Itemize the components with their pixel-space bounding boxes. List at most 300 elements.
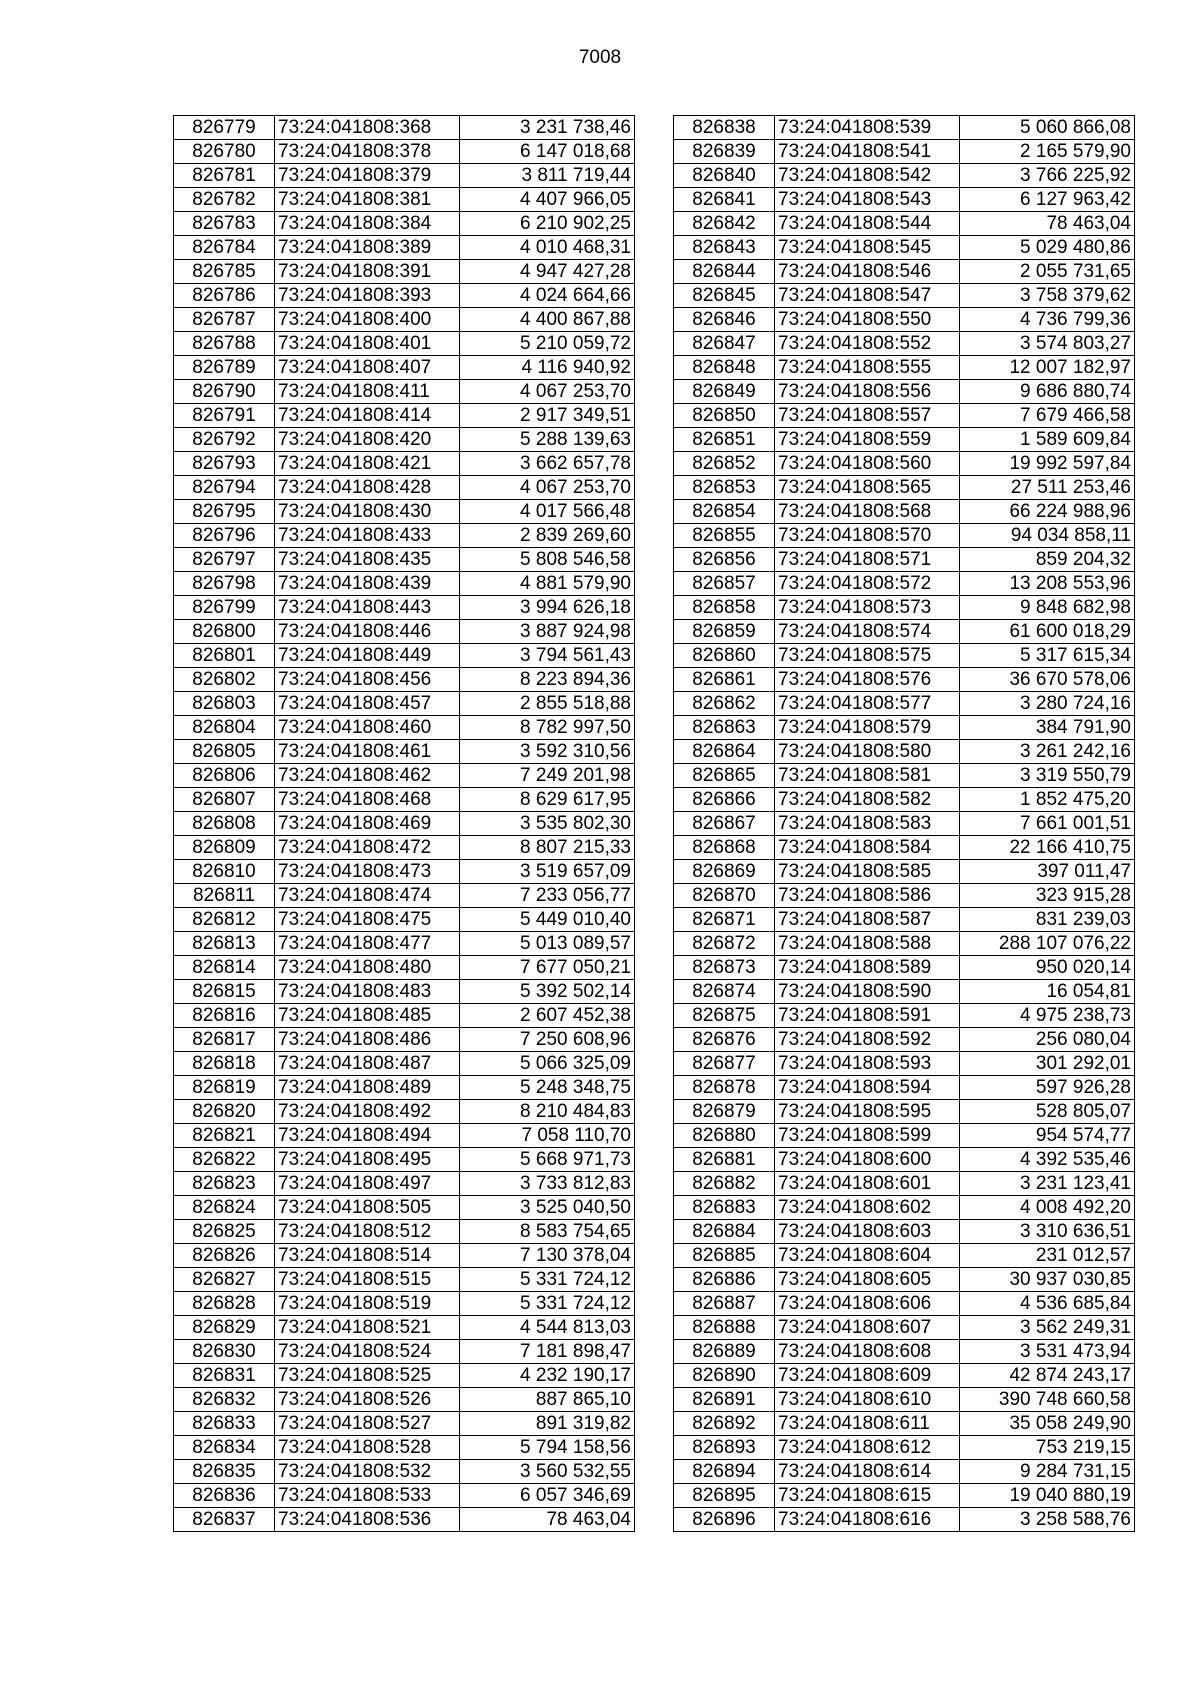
value-cell: 9 848 682,98 bbox=[960, 596, 1135, 620]
value-cell: 831 239,03 bbox=[960, 908, 1135, 932]
cadastral-number-cell: 73:24:041808:572 bbox=[775, 572, 960, 596]
value-cell: 30 937 030,85 bbox=[960, 1268, 1135, 1292]
value-cell: 7 249 201,98 bbox=[460, 764, 635, 788]
value-cell: 4 392 535,46 bbox=[960, 1148, 1135, 1172]
value-cell: 7 679 466,58 bbox=[960, 404, 1135, 428]
table-row bbox=[174, 860, 635, 884]
table-row bbox=[674, 980, 1135, 1004]
cadastral-number-cell: 73:24:041808:536 bbox=[275, 1508, 460, 1532]
value-cell: 5 331 724,12 bbox=[460, 1292, 635, 1316]
cadastral-number-cell: 73:24:041808:430 bbox=[275, 500, 460, 524]
table-row bbox=[674, 716, 1135, 740]
cadastral-number-cell: 73:24:041808:583 bbox=[775, 812, 960, 836]
row-number-cell: 826779 bbox=[174, 116, 275, 140]
row-number-cell: 826892 bbox=[674, 1412, 775, 1436]
cadastral-number-cell: 73:24:041808:528 bbox=[275, 1436, 460, 1460]
value-cell: 5 288 139,63 bbox=[460, 428, 635, 452]
value-cell: 13 208 553,96 bbox=[960, 572, 1135, 596]
value-cell: 3 231 738,46 bbox=[460, 116, 635, 140]
value-cell: 4 544 813,03 bbox=[460, 1316, 635, 1340]
value-cell: 4 407 966,05 bbox=[460, 188, 635, 212]
table-row bbox=[174, 908, 635, 932]
row-number-cell: 826821 bbox=[174, 1124, 275, 1148]
table-row bbox=[174, 1484, 635, 1508]
cadastral-number-cell: 73:24:041808:592 bbox=[775, 1028, 960, 1052]
value-cell: 5 449 010,40 bbox=[460, 908, 635, 932]
table-row bbox=[174, 1076, 635, 1100]
table-row bbox=[174, 812, 635, 836]
row-number-cell: 826802 bbox=[174, 668, 275, 692]
cadastral-number-cell: 73:24:041808:539 bbox=[775, 116, 960, 140]
table-row bbox=[174, 1052, 635, 1076]
table-row bbox=[674, 1028, 1135, 1052]
table-row bbox=[674, 164, 1135, 188]
cadastral-number-cell: 73:24:041808:550 bbox=[775, 308, 960, 332]
value-cell: 4 017 566,48 bbox=[460, 500, 635, 524]
row-number-cell: 826799 bbox=[174, 596, 275, 620]
row-number-cell: 826873 bbox=[674, 956, 775, 980]
value-cell: 7 677 050,21 bbox=[460, 956, 635, 980]
table-row bbox=[674, 1004, 1135, 1028]
value-cell: 323 915,28 bbox=[960, 884, 1135, 908]
table-row bbox=[674, 1508, 1135, 1532]
cadastral-number-cell: 73:24:041808:609 bbox=[775, 1364, 960, 1388]
row-number-cell: 826797 bbox=[174, 548, 275, 572]
table-row bbox=[674, 1220, 1135, 1244]
value-cell: 6 057 346,69 bbox=[460, 1484, 635, 1508]
table-row bbox=[174, 1316, 635, 1340]
row-number-cell: 826843 bbox=[674, 236, 775, 260]
value-cell: 390 748 660,58 bbox=[960, 1388, 1135, 1412]
cadastral-number-cell: 73:24:041808:475 bbox=[275, 908, 460, 932]
value-cell: 5 013 089,57 bbox=[460, 932, 635, 956]
table-row bbox=[174, 212, 635, 236]
table-row bbox=[174, 188, 635, 212]
table-row bbox=[174, 500, 635, 524]
row-number-cell: 826808 bbox=[174, 812, 275, 836]
table-row bbox=[674, 380, 1135, 404]
table-row bbox=[674, 1412, 1135, 1436]
row-number-cell: 826807 bbox=[174, 788, 275, 812]
row-number-cell: 826825 bbox=[174, 1220, 275, 1244]
cadastral-number-cell: 73:24:041808:575 bbox=[775, 644, 960, 668]
cadastral-number-cell: 73:24:041808:601 bbox=[775, 1172, 960, 1196]
cadastral-number-cell: 73:24:041808:457 bbox=[275, 692, 460, 716]
value-cell: 3 994 626,18 bbox=[460, 596, 635, 620]
value-cell: 66 224 988,96 bbox=[960, 500, 1135, 524]
value-cell: 231 012,57 bbox=[960, 1244, 1135, 1268]
table-row bbox=[674, 188, 1135, 212]
cadastral-number-cell: 73:24:041808:582 bbox=[775, 788, 960, 812]
table-row bbox=[174, 236, 635, 260]
cadastral-number-cell: 73:24:041808:460 bbox=[275, 716, 460, 740]
row-number-cell: 826874 bbox=[674, 980, 775, 1004]
value-cell: 384 791,90 bbox=[960, 716, 1135, 740]
cadastral-number-cell: 73:24:041808:555 bbox=[775, 356, 960, 380]
value-cell: 4 067 253,70 bbox=[460, 380, 635, 404]
value-cell: 288 107 076,22 bbox=[960, 932, 1135, 956]
cadastral-number-cell: 73:24:041808:541 bbox=[775, 140, 960, 164]
row-number-cell: 826875 bbox=[674, 1004, 775, 1028]
cadastral-number-cell: 73:24:041808:368 bbox=[275, 116, 460, 140]
table-row bbox=[174, 380, 635, 404]
value-cell: 2 607 452,38 bbox=[460, 1004, 635, 1028]
row-number-cell: 826823 bbox=[174, 1172, 275, 1196]
table-row bbox=[674, 884, 1135, 908]
row-number-cell: 826780 bbox=[174, 140, 275, 164]
table-row bbox=[674, 1388, 1135, 1412]
row-number-cell: 826846 bbox=[674, 308, 775, 332]
table-row bbox=[174, 476, 635, 500]
value-cell: 7 181 898,47 bbox=[460, 1340, 635, 1364]
value-cell: 4 067 253,70 bbox=[460, 476, 635, 500]
row-number-cell: 826849 bbox=[674, 380, 775, 404]
row-number-cell: 826828 bbox=[174, 1292, 275, 1316]
table-row bbox=[674, 644, 1135, 668]
row-number-cell: 826858 bbox=[674, 596, 775, 620]
value-cell: 2 165 579,90 bbox=[960, 140, 1135, 164]
table-row bbox=[174, 452, 635, 476]
table-row bbox=[674, 404, 1135, 428]
table-row bbox=[674, 1052, 1135, 1076]
cadastral-number-cell: 73:24:041808:574 bbox=[775, 620, 960, 644]
cadastral-number-cell: 73:24:041808:547 bbox=[775, 284, 960, 308]
table-row bbox=[674, 836, 1135, 860]
row-number-cell: 826868 bbox=[674, 836, 775, 860]
row-number-cell: 826838 bbox=[674, 116, 775, 140]
value-cell: 3 592 310,56 bbox=[460, 740, 635, 764]
value-cell: 753 219,15 bbox=[960, 1436, 1135, 1460]
cadastral-number-cell: 73:24:041808:576 bbox=[775, 668, 960, 692]
value-cell: 5 248 348,75 bbox=[460, 1076, 635, 1100]
value-cell: 4 881 579,90 bbox=[460, 572, 635, 596]
table-row bbox=[674, 332, 1135, 356]
cadastral-number-cell: 73:24:041808:477 bbox=[275, 932, 460, 956]
value-cell: 22 166 410,75 bbox=[960, 836, 1135, 860]
cadastral-number-cell: 73:24:041808:435 bbox=[275, 548, 460, 572]
table-row bbox=[174, 668, 635, 692]
cadastral-number-cell: 73:24:041808:521 bbox=[275, 1316, 460, 1340]
value-cell: 528 805,07 bbox=[960, 1100, 1135, 1124]
cadastral-number-cell: 73:24:041808:610 bbox=[775, 1388, 960, 1412]
value-cell: 5 392 502,14 bbox=[460, 980, 635, 1004]
row-number-cell: 826889 bbox=[674, 1340, 775, 1364]
cadastral-number-cell: 73:24:041808:602 bbox=[775, 1196, 960, 1220]
row-number-cell: 826804 bbox=[174, 716, 275, 740]
row-number-cell: 826845 bbox=[674, 284, 775, 308]
table-row bbox=[674, 524, 1135, 548]
value-cell: 8 210 484,83 bbox=[460, 1100, 635, 1124]
value-cell: 5 794 158,56 bbox=[460, 1436, 635, 1460]
cadastral-number-cell: 73:24:041808:552 bbox=[775, 332, 960, 356]
table-row bbox=[674, 740, 1135, 764]
cadastral-number-cell: 73:24:041808:524 bbox=[275, 1340, 460, 1364]
table-row bbox=[674, 548, 1135, 572]
table-row bbox=[674, 1100, 1135, 1124]
value-cell: 4 010 468,31 bbox=[460, 236, 635, 260]
value-cell: 3 560 532,55 bbox=[460, 1460, 635, 1484]
cadastral-number-cell: 73:24:041808:379 bbox=[275, 164, 460, 188]
table-row bbox=[674, 860, 1135, 884]
value-cell: 397 011,47 bbox=[960, 860, 1135, 884]
table-row bbox=[174, 140, 635, 164]
table-row bbox=[674, 428, 1135, 452]
cadastral-number-cell: 73:24:041808:604 bbox=[775, 1244, 960, 1268]
table-row bbox=[674, 1124, 1135, 1148]
table-row bbox=[674, 476, 1135, 500]
row-number-cell: 826842 bbox=[674, 212, 775, 236]
value-cell: 5 029 480,86 bbox=[960, 236, 1135, 260]
row-number-cell: 826781 bbox=[174, 164, 275, 188]
cadastral-number-cell: 73:24:041808:605 bbox=[775, 1268, 960, 1292]
table-row bbox=[174, 788, 635, 812]
cadastral-number-cell: 73:24:041808:439 bbox=[275, 572, 460, 596]
table-row bbox=[174, 404, 635, 428]
row-number-cell: 826814 bbox=[174, 956, 275, 980]
row-number-cell: 826869 bbox=[674, 860, 775, 884]
value-cell: 4 116 940,92 bbox=[460, 356, 635, 380]
row-number-cell: 826880 bbox=[674, 1124, 775, 1148]
row-number-cell: 826890 bbox=[674, 1364, 775, 1388]
row-number-cell: 826786 bbox=[174, 284, 275, 308]
value-cell: 3 574 803,27 bbox=[960, 332, 1135, 356]
row-number-cell: 826827 bbox=[174, 1268, 275, 1292]
cadastral-number-cell: 73:24:041808:584 bbox=[775, 836, 960, 860]
table-row bbox=[674, 692, 1135, 716]
cadastral-number-cell: 73:24:041808:527 bbox=[275, 1412, 460, 1436]
row-number-cell: 826815 bbox=[174, 980, 275, 1004]
cadastral-number-cell: 73:24:041808:542 bbox=[775, 164, 960, 188]
value-cell: 7 233 056,77 bbox=[460, 884, 635, 908]
cadastral-number-cell: 73:24:041808:391 bbox=[275, 260, 460, 284]
value-cell: 5 317 615,34 bbox=[960, 644, 1135, 668]
table-row bbox=[674, 236, 1135, 260]
value-cell: 3 231 123,41 bbox=[960, 1172, 1135, 1196]
value-cell: 42 874 243,17 bbox=[960, 1364, 1135, 1388]
cadastral-number-cell: 73:24:041808:483 bbox=[275, 980, 460, 1004]
row-number-cell: 826806 bbox=[174, 764, 275, 788]
value-cell: 3 811 719,44 bbox=[460, 164, 635, 188]
cadastral-number-cell: 73:24:041808:591 bbox=[775, 1004, 960, 1028]
table-row bbox=[174, 1004, 635, 1028]
table-row bbox=[674, 1148, 1135, 1172]
value-cell: 9 686 880,74 bbox=[960, 380, 1135, 404]
cadastral-number-cell: 73:24:041808:559 bbox=[775, 428, 960, 452]
value-cell: 3 531 473,94 bbox=[960, 1340, 1135, 1364]
row-number-cell: 826820 bbox=[174, 1100, 275, 1124]
cadastral-number-cell: 73:24:041808:612 bbox=[775, 1436, 960, 1460]
cadastral-number-cell: 73:24:041808:585 bbox=[775, 860, 960, 884]
row-number-cell: 826851 bbox=[674, 428, 775, 452]
value-cell: 8 807 215,33 bbox=[460, 836, 635, 860]
cadastral-number-cell: 73:24:041808:449 bbox=[275, 644, 460, 668]
row-number-cell: 826794 bbox=[174, 476, 275, 500]
table-row bbox=[174, 1172, 635, 1196]
value-cell: 36 670 578,06 bbox=[960, 668, 1135, 692]
cadastral-number-cell: 73:24:041808:420 bbox=[275, 428, 460, 452]
row-number-cell: 826810 bbox=[174, 860, 275, 884]
row-number-cell: 826793 bbox=[174, 452, 275, 476]
row-number-cell: 826850 bbox=[674, 404, 775, 428]
cadastral-number-cell: 73:24:041808:599 bbox=[775, 1124, 960, 1148]
cadastral-number-cell: 73:24:041808:497 bbox=[275, 1172, 460, 1196]
cadastral-number-cell: 73:24:041808:587 bbox=[775, 908, 960, 932]
value-cell: 1 589 609,84 bbox=[960, 428, 1135, 452]
row-number-cell: 826841 bbox=[674, 188, 775, 212]
value-cell: 3 562 249,31 bbox=[960, 1316, 1135, 1340]
cadastral-number-cell: 73:24:041808:544 bbox=[775, 212, 960, 236]
cadastral-number-cell: 73:24:041808:433 bbox=[275, 524, 460, 548]
cadastral-number-cell: 73:24:041808:588 bbox=[775, 932, 960, 956]
table-row bbox=[674, 284, 1135, 308]
value-cell: 891 319,82 bbox=[460, 1412, 635, 1436]
value-cell: 7 058 110,70 bbox=[460, 1124, 635, 1148]
row-number-cell: 826829 bbox=[174, 1316, 275, 1340]
row-number-cell: 826887 bbox=[674, 1292, 775, 1316]
row-number-cell: 826883 bbox=[674, 1196, 775, 1220]
table-row bbox=[174, 116, 635, 140]
value-cell: 7 661 001,51 bbox=[960, 812, 1135, 836]
cadastral-number-cell: 73:24:041808:512 bbox=[275, 1220, 460, 1244]
value-cell: 19 992 597,84 bbox=[960, 452, 1135, 476]
cadastral-number-cell: 73:24:041808:400 bbox=[275, 308, 460, 332]
row-number-cell: 826865 bbox=[674, 764, 775, 788]
value-cell: 4 975 238,73 bbox=[960, 1004, 1135, 1028]
value-cell: 4 736 799,36 bbox=[960, 308, 1135, 332]
table-row bbox=[174, 956, 635, 980]
table-row bbox=[174, 740, 635, 764]
row-number-cell: 826800 bbox=[174, 620, 275, 644]
row-number-cell: 826809 bbox=[174, 836, 275, 860]
row-number-cell: 826870 bbox=[674, 884, 775, 908]
value-cell: 61 600 018,29 bbox=[960, 620, 1135, 644]
register-table-right bbox=[673, 115, 1135, 1532]
cadastral-number-cell: 73:24:041808:411 bbox=[275, 380, 460, 404]
table-row bbox=[174, 164, 635, 188]
value-cell: 301 292,01 bbox=[960, 1052, 1135, 1076]
row-number-cell: 826862 bbox=[674, 692, 775, 716]
row-number-cell: 826871 bbox=[674, 908, 775, 932]
table-row bbox=[674, 116, 1135, 140]
table-row bbox=[174, 260, 635, 284]
value-cell: 27 511 253,46 bbox=[960, 476, 1135, 500]
row-number-cell: 826791 bbox=[174, 404, 275, 428]
cadastral-number-cell: 73:24:041808:485 bbox=[275, 1004, 460, 1028]
cadastral-number-cell: 73:24:041808:607 bbox=[775, 1316, 960, 1340]
value-cell: 3 662 657,78 bbox=[460, 452, 635, 476]
cadastral-number-cell: 73:24:041808:525 bbox=[275, 1364, 460, 1388]
cadastral-number-cell: 73:24:041808:577 bbox=[775, 692, 960, 716]
cadastral-number-cell: 73:24:041808:381 bbox=[275, 188, 460, 212]
table-row bbox=[674, 932, 1135, 956]
table-row bbox=[674, 1316, 1135, 1340]
row-number-cell: 826878 bbox=[674, 1076, 775, 1100]
value-cell: 2 839 269,60 bbox=[460, 524, 635, 548]
cadastral-number-cell: 73:24:041808:594 bbox=[775, 1076, 960, 1100]
value-cell: 6 210 902,25 bbox=[460, 212, 635, 236]
cadastral-number-cell: 73:24:041808:389 bbox=[275, 236, 460, 260]
value-cell: 8 223 894,36 bbox=[460, 668, 635, 692]
cadastral-number-cell: 73:24:041808:456 bbox=[275, 668, 460, 692]
row-number-cell: 826822 bbox=[174, 1148, 275, 1172]
table-row bbox=[174, 356, 635, 380]
cadastral-number-cell: 73:24:041808:461 bbox=[275, 740, 460, 764]
value-cell: 5 668 971,73 bbox=[460, 1148, 635, 1172]
cadastral-number-cell: 73:24:041808:546 bbox=[775, 260, 960, 284]
cadastral-number-cell: 73:24:041808:462 bbox=[275, 764, 460, 788]
value-cell: 1 852 475,20 bbox=[960, 788, 1135, 812]
row-number-cell: 826805 bbox=[174, 740, 275, 764]
value-cell: 5 066 325,09 bbox=[460, 1052, 635, 1076]
value-cell: 4 947 427,28 bbox=[460, 260, 635, 284]
row-number-cell: 826789 bbox=[174, 356, 275, 380]
row-number-cell: 826847 bbox=[674, 332, 775, 356]
cadastral-number-cell: 73:24:041808:494 bbox=[275, 1124, 460, 1148]
value-cell: 5 808 546,58 bbox=[460, 548, 635, 572]
row-number-cell: 826811 bbox=[174, 884, 275, 908]
value-cell: 5 331 724,12 bbox=[460, 1268, 635, 1292]
value-cell: 5 060 866,08 bbox=[960, 116, 1135, 140]
row-number-cell: 826885 bbox=[674, 1244, 775, 1268]
value-cell: 3 280 724,16 bbox=[960, 692, 1135, 716]
cadastral-number-cell: 73:24:041808:611 bbox=[775, 1412, 960, 1436]
table-row bbox=[174, 548, 635, 572]
cadastral-number-cell: 73:24:041808:590 bbox=[775, 980, 960, 1004]
cadastral-number-cell: 73:24:041808:492 bbox=[275, 1100, 460, 1124]
value-cell: 950 020,14 bbox=[960, 956, 1135, 980]
table-row bbox=[174, 1388, 635, 1412]
table-row bbox=[674, 140, 1135, 164]
value-cell: 7 130 378,04 bbox=[460, 1244, 635, 1268]
table-row bbox=[174, 1100, 635, 1124]
cadastral-number-cell: 73:24:041808:401 bbox=[275, 332, 460, 356]
page-number: 7008 bbox=[578, 47, 622, 68]
row-number-cell: 826860 bbox=[674, 644, 775, 668]
row-number-cell: 826836 bbox=[174, 1484, 275, 1508]
table-row bbox=[674, 812, 1135, 836]
value-cell: 3 261 242,16 bbox=[960, 740, 1135, 764]
table-row bbox=[174, 932, 635, 956]
row-number-cell: 826864 bbox=[674, 740, 775, 764]
table-row bbox=[674, 452, 1135, 476]
value-cell: 3 733 812,83 bbox=[460, 1172, 635, 1196]
cadastral-number-cell: 73:24:041808:443 bbox=[275, 596, 460, 620]
table-row bbox=[674, 764, 1135, 788]
row-number-cell: 826857 bbox=[674, 572, 775, 596]
row-number-cell: 826877 bbox=[674, 1052, 775, 1076]
cadastral-number-cell: 73:24:041808:571 bbox=[775, 548, 960, 572]
cadastral-number-cell: 73:24:041808:573 bbox=[775, 596, 960, 620]
value-cell: 78 463,04 bbox=[460, 1508, 635, 1532]
table-row bbox=[174, 764, 635, 788]
table-row bbox=[174, 1460, 635, 1484]
value-cell: 256 080,04 bbox=[960, 1028, 1135, 1052]
value-cell: 5 210 059,72 bbox=[460, 332, 635, 356]
row-number-cell: 826839 bbox=[674, 140, 775, 164]
table-row bbox=[674, 1172, 1135, 1196]
table-row bbox=[674, 308, 1135, 332]
value-cell: 3 525 040,50 bbox=[460, 1196, 635, 1220]
table-row bbox=[174, 1364, 635, 1388]
table-row bbox=[174, 524, 635, 548]
cadastral-number-cell: 73:24:041808:480 bbox=[275, 956, 460, 980]
cadastral-number-cell: 73:24:041808:586 bbox=[775, 884, 960, 908]
table-row bbox=[174, 644, 635, 668]
value-cell: 35 058 249,90 bbox=[960, 1412, 1135, 1436]
value-cell: 78 463,04 bbox=[960, 212, 1135, 236]
value-cell: 3 319 550,79 bbox=[960, 764, 1135, 788]
table-row bbox=[674, 1436, 1135, 1460]
